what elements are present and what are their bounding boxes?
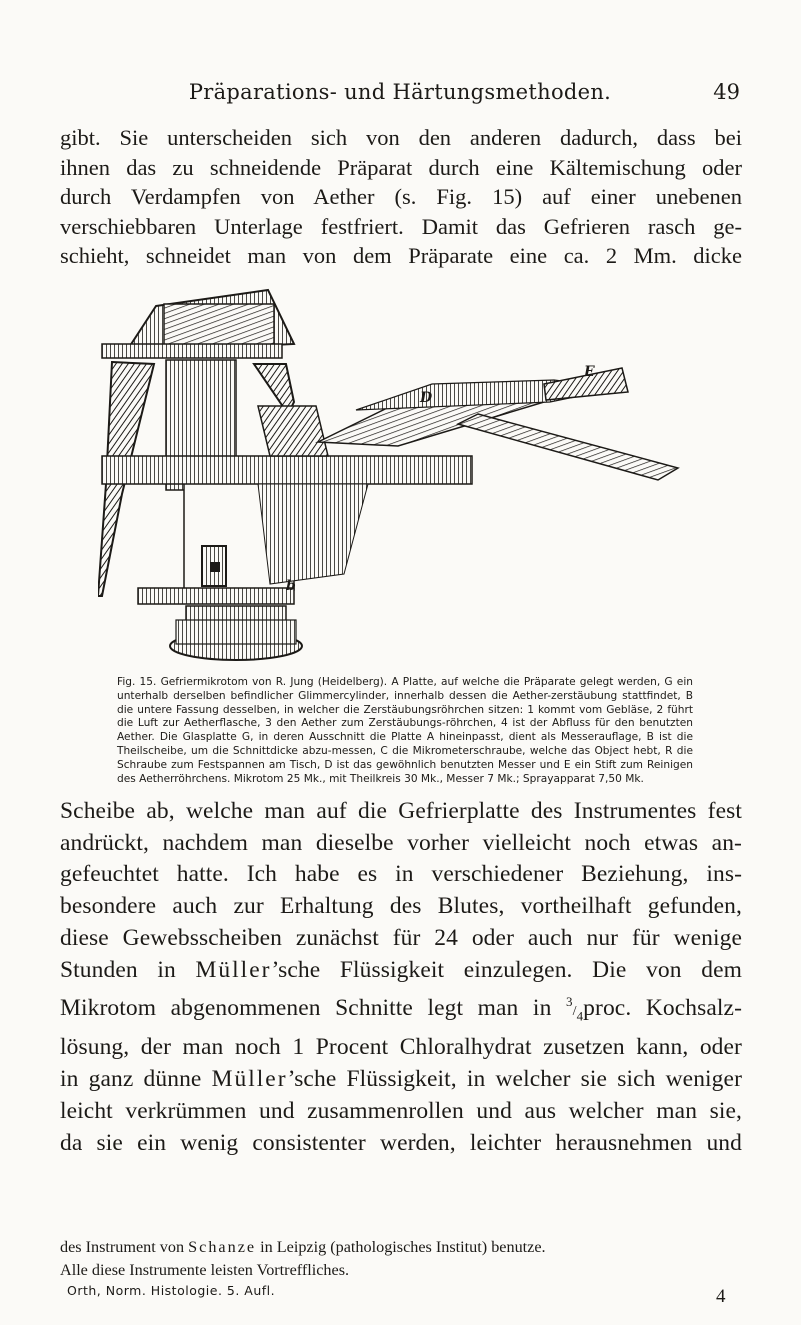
fraction-denominator: 4 — [576, 1008, 584, 1024]
text-line: gefeuchtet hatte. Ich habe es in verschiedener Beziehung, ins- — [60, 861, 742, 888]
text-fragment: in Leipzig (pathologisches Institut) benutze. — [256, 1238, 546, 1256]
text-fragment: in ganz dünne — [60, 1066, 212, 1093]
text-line: Mikrotom abgenommenen Schnitte legt man in $^3/_4proc$. Kochsalz- — [60, 994, 742, 1024]
author-name: Müller — [211, 1066, 288, 1093]
text-line: schieht, schneidet man von dem Präparate eine ca. 2 Mm. dicke — [60, 243, 742, 268]
maker-name: Schanze — [188, 1238, 257, 1256]
page-number: 49 — [713, 80, 740, 104]
text-line — [60, 955, 742, 987]
footnote — [60, 1236, 742, 1282]
figure-caption — [117, 676, 693, 786]
text-fragment: proc. Kochsalz- — [583, 995, 742, 1022]
label-b: b — [286, 578, 296, 594]
base-knob — [138, 588, 302, 660]
text-fragment: Stunden in — [60, 956, 196, 983]
top-paragraph — [60, 123, 742, 271]
footnote-line — [60, 1236, 742, 1259]
text-fragment: ’sche Flüssigkeit einzulegen. Die von dem — [271, 956, 742, 983]
text-line: da sie ein wenig consistenter werden, leichter herausnehmen und — [60, 1129, 742, 1156]
main-paragraph — [60, 796, 742, 1159]
text-line: gibt. Sie unterscheiden sich von den anderen dadurch, dass bei — [60, 125, 742, 150]
footnote-line: Alle diese Instrumente leisten Vortreffliches. — [60, 1261, 350, 1279]
text-fragment: Mikrotom abgenommenen Schnitte legt man in — [60, 995, 566, 1022]
figure-caption-text: Gefriermikrotom von R. Jung (Heidelberg). A Platte, auf welche die Präparate gelegt werden, G ein unterhalb derselben befindlicher Glimmercylinder, innerhalb dessen die Aether-zerstäubung stattfindet, B die untere Fassung desselben, in welcher die Zerstäubungsröhrchen sitzen: 1 kommt vom Gebläse, 2 führt die Luft zur Aetherflasche, 3 den Aether zum Zerstäubungs-röhrchen, 4 ist der Abfluss für den benutzten Aether. Die Glasplatte G, in deren Ausschnitt die Platte A hineinpasst, dient als Messerauflage, B ist die Theilscheibe, um die Schnittdicke abzu-messen, C die Mikrometerschraube, welche das Object hebt, R die Schraube zum Festspannen am Tisch, D ist das gewöhnlich benutzten Messer und E ein Stift zum Reinigen des Aetherröhrchens. Mikrotom 25 Mk., mit Theilkreis 30 Mk., Messer 7 Mk.; Sprayapparat 7,50 Mk. — [117, 676, 693, 785]
text-line: lösung, der man noch 1 Procent Chloralhydrat zusetzen kann, oder — [60, 1034, 742, 1061]
label-d: D — [420, 390, 433, 406]
running-title: Präparations- und Härtungsmethoden. — [188, 80, 612, 104]
figure-caption-label: Fig. 15. — [117, 676, 157, 688]
text-line: durch Verdampfen von Aether (s. Fig. 15) auf einer unebenen — [60, 184, 742, 209]
running-header — [60, 80, 740, 110]
text-fragment: des Instrument von — [60, 1238, 189, 1256]
fraction-numerator: 3 — [565, 994, 573, 1010]
text-line — [60, 1064, 742, 1096]
signature-line: Orth, Norm. Histologie. 5. Aufl. — [67, 1283, 276, 1298]
text-line: andrückt, nachdem man dieselbe vorher vielleicht noch etwas an- — [60, 829, 742, 856]
text-line: besondere auch zur Erhaltung des Blutes, vortheilhaft gefunden, — [60, 893, 742, 920]
text-line: diese Gewebsscheiben zunächst für 24 oder auch nur für wenige — [60, 924, 742, 951]
text-line: ihnen das zu schneidende Präparat durch eine Kältemischung oder — [60, 154, 742, 180]
author-name: Müller — [195, 956, 272, 983]
text-fragment: ’sche Flüssigkeit, in welcher sie sich weniger — [287, 1066, 742, 1093]
sheet-number: 4 — [716, 1286, 726, 1307]
text-line: verschiebbaren Unterlage festfriert. Damit das Gefrieren rasch ge- — [60, 213, 742, 239]
label-e: E — [584, 364, 595, 380]
microtome-figure — [98, 284, 698, 664]
text-line: Scheibe ab, welche man auf die Gefrierplatte des Instrumentes fest — [60, 798, 742, 824]
text-line: leicht verkrümmen und zusammenrollen und aus welcher man sie, — [60, 1097, 742, 1124]
microtome-top — [102, 290, 294, 358]
